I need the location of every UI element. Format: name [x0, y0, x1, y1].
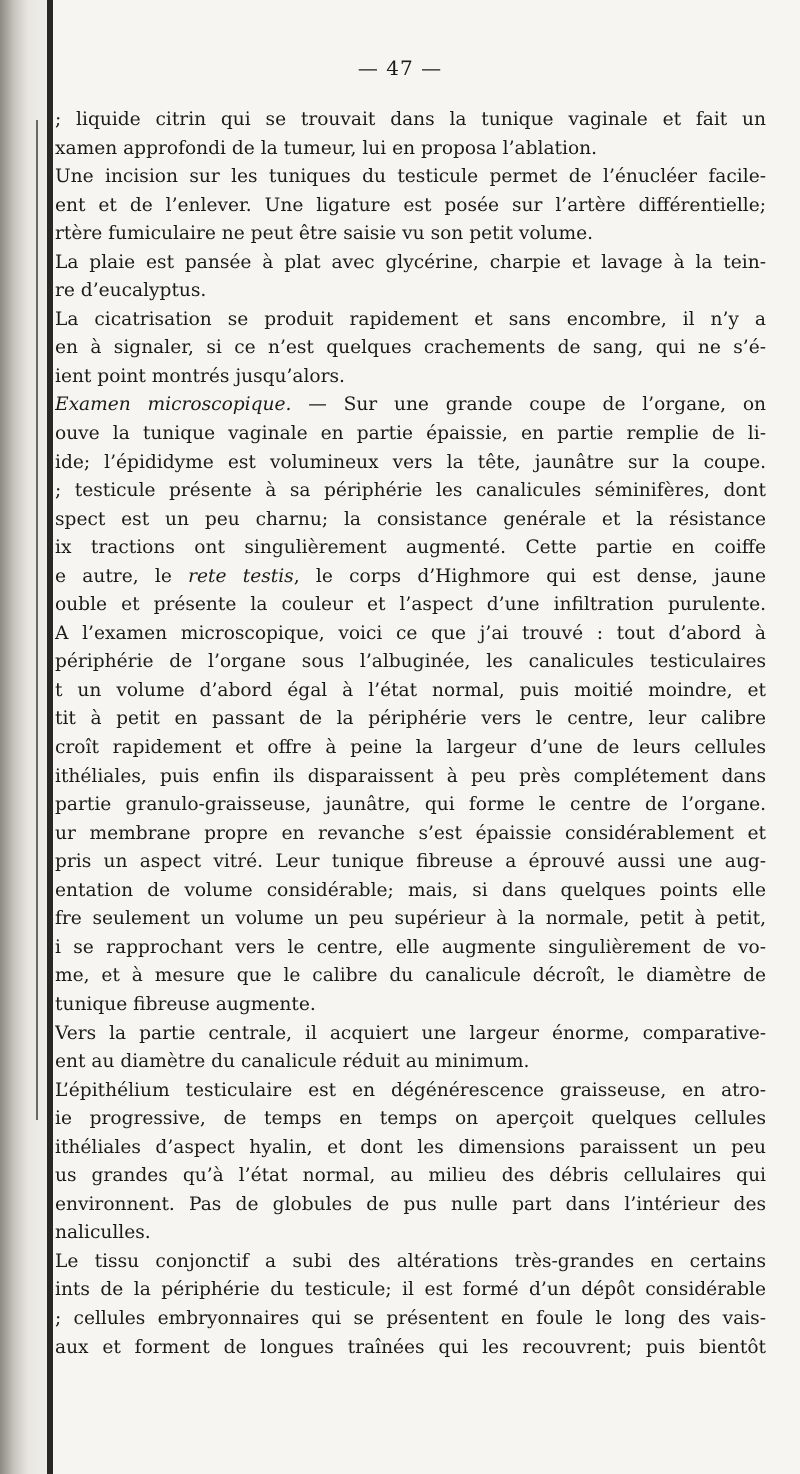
text-line: ithéliales, puis enfin ils disparaissent à peu près complétement dans [55, 765, 766, 787]
text-line: naliculles. [55, 1222, 151, 1244]
text-line: ints de la périphérie du testicule; il est formé d’un dépôt considérable [55, 1279, 766, 1301]
text-line: i se rapprochant vers le centre, elle augmente singulièrement de vo- [55, 936, 766, 958]
text-line: re d’eucalyptus. [55, 280, 207, 302]
text-line: ouble et présente la couleur et l’aspect d’une infiltration purulente. [55, 594, 766, 616]
text-line: aux et forment de longues traînées qui les recouvrent; puis bientôt [55, 1336, 766, 1358]
text-line: ; testicule présente à sa périphérie les canalicules séminifères, dont [55, 480, 766, 502]
text-line: Examen microscopique. — Sur une grande coupe de l’organe, on [55, 394, 766, 416]
text-line: tunique fibreuse augmente. [55, 993, 316, 1015]
text-line: en à signaler, si ce n’est quelques crachements de sang, qui ne s’é- [55, 337, 766, 359]
gutter-shadow [36, 120, 38, 1120]
page-number: — 47 — [357, 56, 443, 80]
text-line: Le tissu conjonctif a subi des altérations très-grandes en certains [55, 1250, 766, 1272]
text-line: entation de volume considérable; mais, si dans quelques points elle [55, 879, 766, 901]
text-line: L’épithélium testiculaire est en dégénérescence graisseuse, en atro- [55, 1079, 766, 1101]
text-line: fre seulement un volume un peu supérieur à la normale, petit à petit, [55, 908, 766, 930]
text-line: ur membrane propre en revanche s’est épaissie considérablement et [55, 822, 766, 844]
text-line: ie progressive, de temps en temps on aperçoit quelques cellules [55, 1108, 766, 1130]
text-line: ient point montrés jusqu’alors. [55, 365, 345, 387]
text-line: e autre, le rete testis, le corps d’Highmore qui est dense, jaune [55, 565, 766, 587]
text-line: ; cellules embryonnaires qui se présentent en foule le long des vais- [55, 1307, 766, 1329]
text-line: La plaie est pansée à plat avec glycérine, charpie et lavage à la tein- [55, 251, 766, 273]
text-line: spect est un peu charnu; la consistance genérale et la résistance [55, 508, 766, 530]
text-line: ix tractions ont singulièrement augmenté. Cette partie en coiffe [55, 537, 766, 559]
text-line: ide; l’épididyme est volumineux vers la tête, jaunâtre sur la coupe. [55, 451, 766, 473]
text-line: ; liquide citrin qui se trouvait dans la tunique vaginale et fait un [55, 109, 766, 130]
text-line: us grandes qu’à l’état normal, au milieu des débris cellulaires qui [55, 1165, 766, 1187]
text-line: environnent. Pas de globules de pus nulle part dans l’intérieur des [55, 1193, 766, 1215]
text-line: ouve la tunique vaginale en partie épaissie, en partie remplie de li- [55, 423, 766, 445]
page-body [55, 106, 766, 1362]
text-line: La cicatrisation se produit rapidement et sans encombre, il n’y a [55, 308, 766, 330]
text-line: partie granulo-graisseuse, jaunâtre, qui forme le centre de l’organe. [55, 794, 766, 816]
text-line: périphérie de l’organe sous l’albuginée, les canalicules testiculaires [55, 651, 766, 673]
text-line: tit à petit en passant de la périphérie vers le centre, leur calibre [55, 708, 766, 730]
text-line: me, et à mesure que le calibre du canalicule décroît, le diamètre de [55, 965, 766, 987]
book-gutter [0, 0, 52, 1474]
text-line: t un volume d’abord égal à l’état normal, puis moitié moindre, et [55, 679, 766, 701]
text-line: ithéliales d’aspect hyalin, et dont les dimensions paraissent un peu [55, 1136, 766, 1158]
text-line: ent et de l’enlever. Une ligature est posée sur l’artère différentielle; [55, 194, 766, 216]
text-line: A l’examen microscopique, voici ce que j’ai trouvé : tout d’abord à [55, 622, 766, 644]
text-line: pris un aspect vitré. Leur tunique fibreuse a éprouvé aussi une aug- [55, 851, 766, 873]
text-line: croît rapidement et offre à peine la largeur d’une de leurs cellules [55, 737, 766, 759]
text-line: Une incision sur les tuniques du testicule permet de l’énucléer facile- [55, 166, 766, 188]
text-line: xamen approfondi de la tumeur, lui en proposa l’ablation. [55, 137, 598, 159]
text-line: Vers la partie centrale, il acquiert une largeur énorme, comparative- [55, 1022, 766, 1044]
gutter-edge [47, 0, 53, 1474]
text-line: rtère fumiculaire ne peut être saisie vu son petit volume. [55, 223, 594, 245]
text-line: ent au diamètre du canalicule réduit au minimum. [55, 1051, 530, 1073]
